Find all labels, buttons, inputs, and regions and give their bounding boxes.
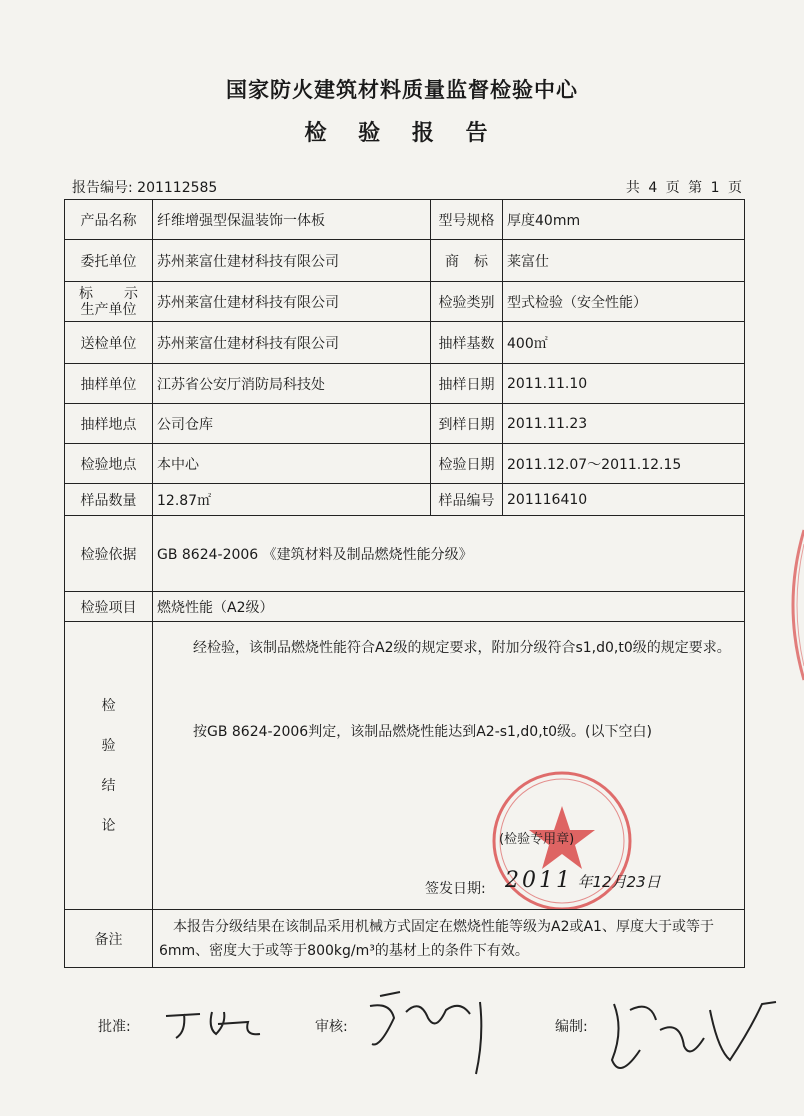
sign-date <box>425 878 486 898</box>
brand-label <box>431 240 503 282</box>
sample-no-label: 样品编号 <box>431 484 503 516</box>
item-label: 检验项目 <box>65 592 153 622</box>
maker-label-part: 标 <box>79 285 93 302</box>
brand-label-part: 商 <box>445 253 459 270</box>
sampler-label: 抽样单位 <box>65 364 153 404</box>
report-number-label: 报告编号: <box>72 180 133 196</box>
table-row <box>65 484 745 516</box>
sample-place-value: 公司仓库 <box>153 404 431 444</box>
model-label: 型号规格 <box>431 200 503 240</box>
sample-date-value: 2011.11.10 <box>503 364 745 404</box>
table-row <box>65 322 745 364</box>
remark-value: 本报告分级结果在该制品采用机械方式固定在燃烧性能等级为A2或A1、厚度大于或等于6mm、密度大于或等于800kg/m³的基材上的条件下有效。 <box>153 910 745 968</box>
conclusion-char: 验 <box>101 737 116 754</box>
handwritten-date <box>505 868 661 893</box>
table-row <box>65 592 745 622</box>
approver-signature <box>160 1004 270 1044</box>
report-number-value: 201112585 <box>137 180 218 196</box>
test-place-label: 检验地点 <box>65 444 153 484</box>
table-row <box>65 444 745 484</box>
basis-value: GB 8624-2006 《建筑材料及制品燃烧性能分级》 <box>153 516 745 592</box>
product-name-value: 纤维增强型保温装饰一体板 <box>153 200 431 240</box>
basis-label: 检验依据 <box>65 516 153 592</box>
editor-signature <box>600 990 780 1090</box>
table-row <box>65 282 745 322</box>
product-name-label: 产品名称 <box>65 200 153 240</box>
report-number <box>72 177 217 197</box>
sample-date-label: 抽样日期 <box>431 364 503 404</box>
reviewer-signature <box>350 988 500 1078</box>
maker-label <box>65 282 153 322</box>
item-value: 燃烧性能（A2级） <box>153 592 745 622</box>
base-value: 400㎡ <box>503 322 745 364</box>
sign-date-rest: 年12月23日 <box>577 873 661 891</box>
model-value: 厚度40mm <box>503 200 745 240</box>
table-row <box>65 622 745 910</box>
conclusion-char: 结 <box>101 777 116 794</box>
conclusion-char: 检 <box>101 697 116 714</box>
arrival-value: 2011.11.23 <box>503 404 745 444</box>
sample-place-label: 抽样地点 <box>65 404 153 444</box>
maker-label-part: 生产单位 <box>80 301 137 318</box>
sign-date-year: 2011 <box>505 868 573 893</box>
test-date-value: 2011.12.07～2011.12.15 <box>503 444 745 484</box>
sample-no-value: 201116410 <box>503 484 745 516</box>
org-title: 国家防火建筑材料质量监督检验中心 <box>226 78 578 102</box>
client-value: 苏州莱富仕建材科技有限公司 <box>153 240 431 282</box>
table-row <box>65 200 745 240</box>
test-type-value: 型式检验（安全性能） <box>503 282 745 322</box>
conclusion-paragraph-2: 按GB 8624-2006判定，该制品燃烧性能达到A2-s1,d0,t0级。(以下空白) <box>193 724 652 740</box>
review-label: 审核: <box>315 1019 348 1035</box>
conclusion-paragraph-1: 经检验，该制品燃烧性能符合A2级的规定要求，附加分级符合s1,d0,t0级的规定要求。 <box>193 640 731 656</box>
base-label: 抽样基数 <box>431 322 503 364</box>
seal-label: (检验专用章) <box>499 832 575 847</box>
remark-label: 备注 <box>65 910 153 968</box>
sampler-value: 江苏省公安厅消防局科技处 <box>153 364 431 404</box>
conclusion-label <box>65 622 153 910</box>
test-type-label: 检验类别 <box>431 282 503 322</box>
table-row <box>65 240 745 282</box>
maker-value: 苏州莱富仕建材科技有限公司 <box>153 282 431 322</box>
sign-date-label: 签发日期: <box>425 881 486 897</box>
arrival-label: 到样日期 <box>431 404 503 444</box>
edge-stamp <box>774 520 804 690</box>
table-row <box>65 364 745 404</box>
brand-label-part: 标 <box>474 253 488 270</box>
sender-value: 苏州莱富仕建材科技有限公司 <box>153 322 431 364</box>
table-row <box>65 404 745 444</box>
doc-title: 检 验 报 告 <box>304 121 500 146</box>
maker-label-part: 示 <box>124 285 138 302</box>
test-date-label: 检验日期 <box>431 444 503 484</box>
table-row <box>65 516 745 592</box>
sender-label: 送检单位 <box>65 322 153 364</box>
conclusion-body <box>153 622 745 910</box>
conclusion-char: 论 <box>101 817 116 834</box>
client-label: 委托单位 <box>65 240 153 282</box>
qty-value: 12.87㎡ <box>153 484 431 516</box>
qty-label: 样品数量 <box>65 484 153 516</box>
report-table <box>64 199 745 968</box>
table-row <box>65 910 745 968</box>
brand-value: 莱富仕 <box>503 240 745 282</box>
edit-label: 编制: <box>555 1019 588 1035</box>
page-info: 共 4 页 第 1 页 <box>625 180 742 196</box>
test-place-value: 本中心 <box>153 444 431 484</box>
approve-label: 批准: <box>98 1019 131 1035</box>
